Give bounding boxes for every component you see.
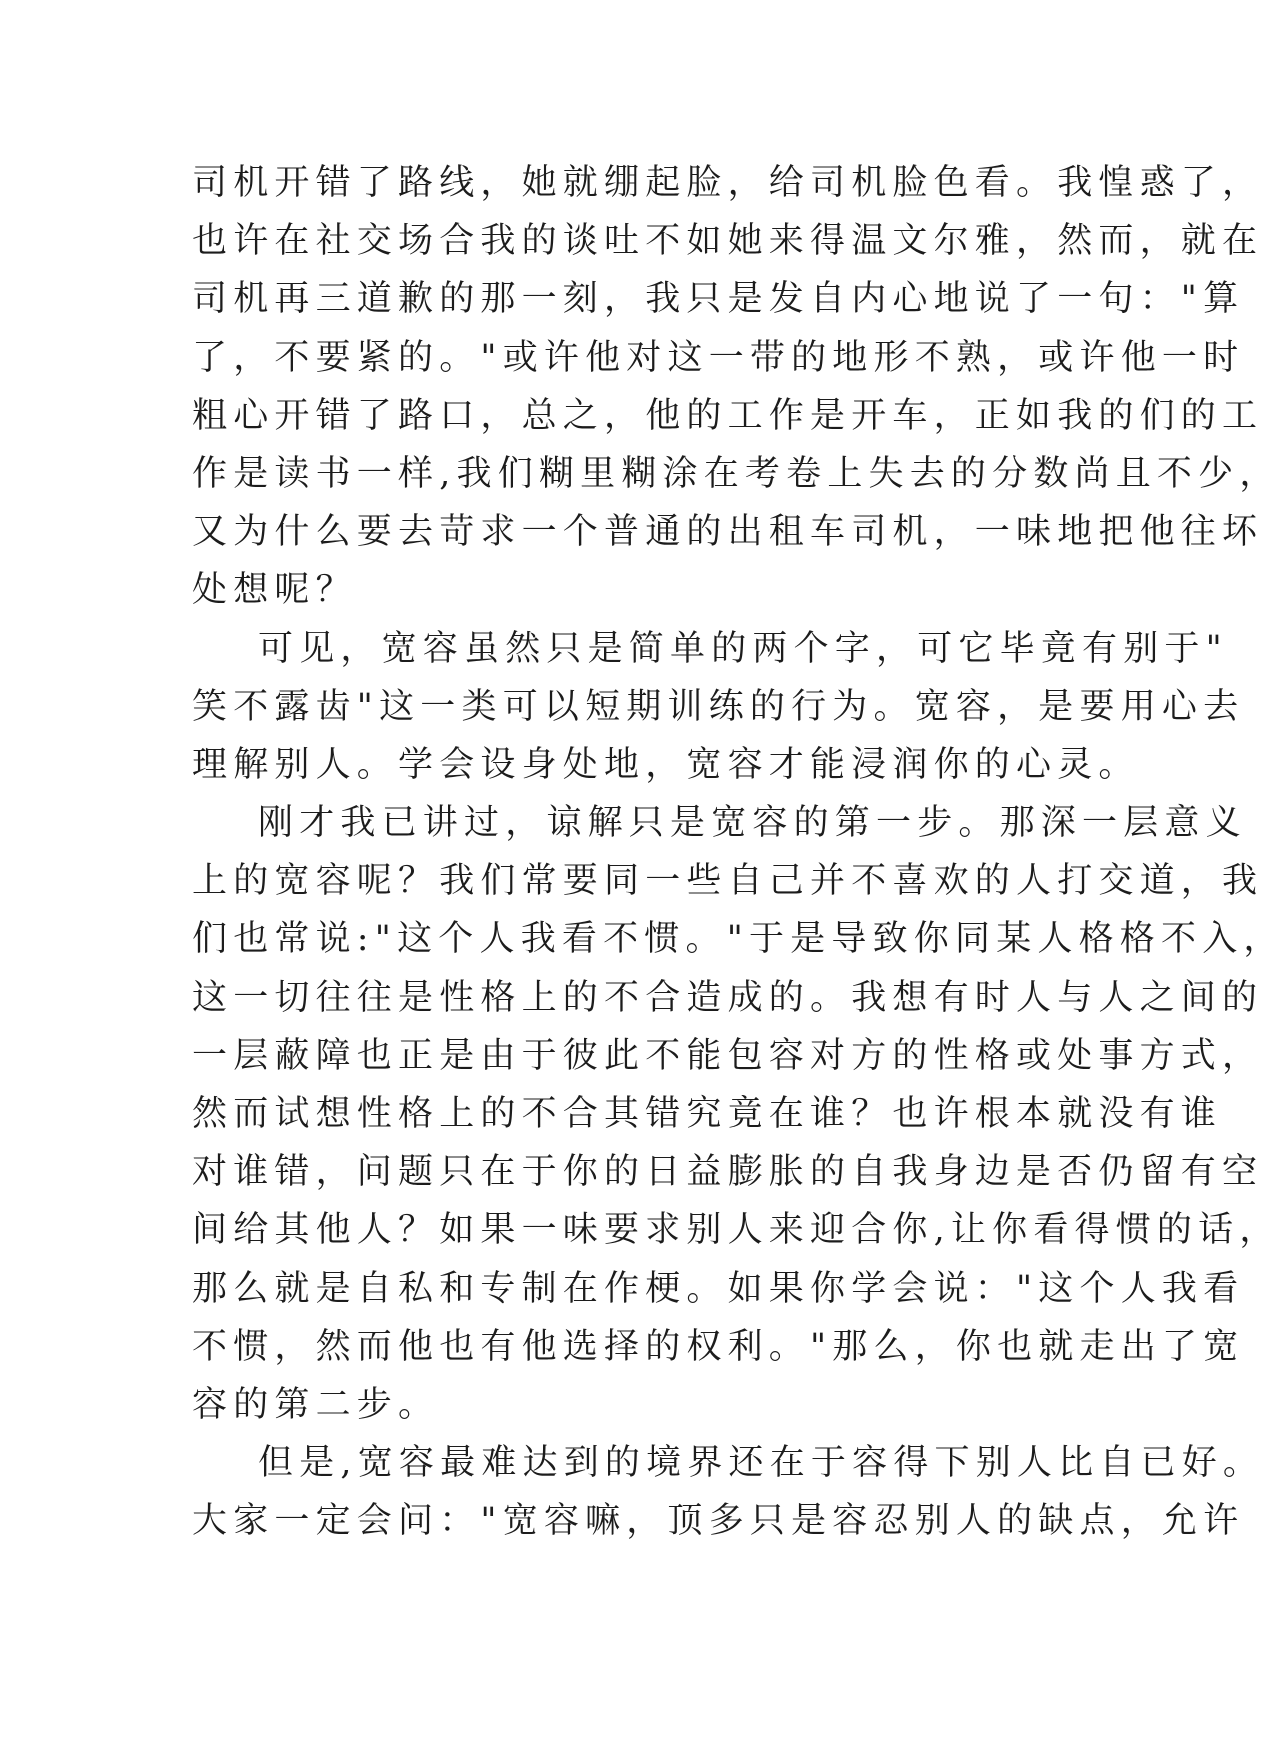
document-body [192, 154, 1285, 1551]
text-line: 笑不露齿"这一类可以短期训练的行为。宽容，是要用心去 [192, 686, 1245, 727]
text-line: 这一切往往是性格上的不合造成的。我想有时人与人之间的 [192, 977, 1264, 1018]
text-line: 然而试想性格上的不合其错究竟在谁？也许根本就没有谁 [192, 1094, 1223, 1134]
paragraph-first-line: 但是,宽容最难达到的境界还在于容得下别人比自已好。 [258, 1443, 1265, 1484]
text-line: 司机再三道歉的那一刻，我只是发自内心地说了一句："算 [192, 279, 1245, 320]
paragraph-first-line: 可见，宽容虽然只是简单的两个字，可它毕竟有别于" [258, 628, 1228, 669]
text-line: 那么就是自私和专制在作梗。如果你学会说："这个人我看 [192, 1268, 1245, 1309]
text-line: 了，不要紧的。"或许他对这一带的地形不熟，或许他一时 [192, 337, 1245, 378]
text-line: 又为什么要去苛求一个普通的出租车司机，一味地把他往坏 [192, 512, 1264, 553]
text-line: 作是读书一样,我们糊里糊涂在考卷上失去的分数尚且不少， [192, 453, 1281, 494]
text-line: 对谁错，问题只在于你的日益膨胀的自我身边是否仍留有空 [192, 1152, 1264, 1193]
text-line: 司机开错了路线，她就绷起脸，给司机脸色看。我惶惑了， [192, 163, 1264, 203]
text-line: 们也常说:"这个人我看不惯。"于是导致你同某人格格不入， [192, 919, 1285, 960]
text-line: 处想呢？ [192, 570, 357, 611]
text-line: 上的宽容呢？我们常要同一些自己并不喜欢的人打交道，我 [192, 861, 1264, 902]
text-line: 不惯，然而他也有他选择的权利。"那么，你也就走出了宽 [192, 1326, 1245, 1367]
text-line: 也许在社交场合我的谈吐不如她来得温文尔雅，然而，就在 [192, 221, 1264, 262]
text-line: 间给其他人？如果一味要求别人来迎合你,让你看得惯的话， [192, 1210, 1281, 1251]
text-line: 大家一定会问："宽容嘛，顶多只是容忍别人的缺点，允许 [192, 1501, 1245, 1542]
text-line: 理解别人。学会设身处地，宽容才能浸润你的心灵。 [192, 744, 1140, 785]
paragraph-first-line: 刚才我已讲过，谅解只是宽容的第一步。那深一层意义 [258, 803, 1247, 844]
text-line: 粗心开错了路口，总之，他的工作是开车，正如我的们的工 [192, 395, 1264, 436]
text-line: 容的第二步。 [192, 1384, 440, 1425]
text-line: 一层蔽障也正是由于彼此不能包容对方的性格或处事方式， [192, 1035, 1264, 1076]
